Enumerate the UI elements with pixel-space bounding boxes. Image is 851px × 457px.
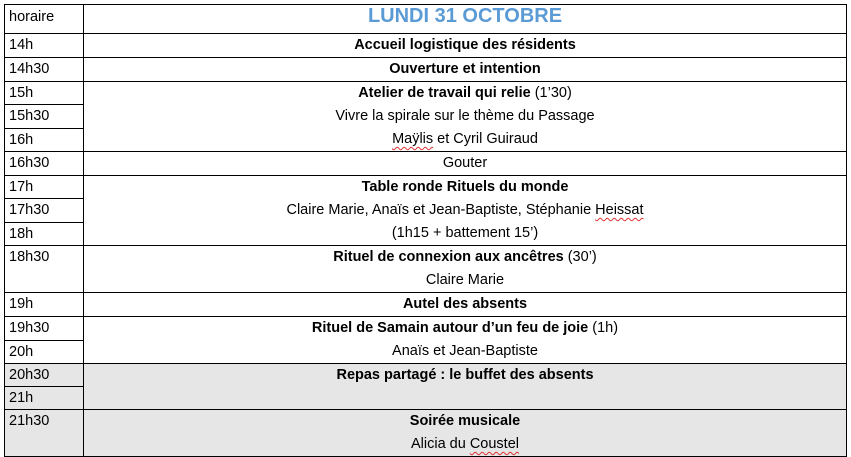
event-cell: Autel des absents [84,293,847,317]
time-cell: 20h [5,340,84,364]
event-title-line: Table ronde Rituels du monde [361,179,569,195]
header-row [5,5,847,34]
event-cell: Ouverture et intention [84,58,847,82]
event-cell: Gouter [84,152,847,176]
event-cell [84,317,847,364]
table-row [5,246,847,293]
event-title-line: Rituel de connexion aux ancêtres (30’) [333,249,597,265]
time-cell: 18h30 [5,246,84,293]
event-title-line: Soirée musicale [409,413,521,429]
event-line: Anaïs et Jean-Baptiste [392,343,538,359]
day-title-cell [84,5,847,34]
event-cell [84,410,847,457]
day-title: LUNDI 31 OCTOBRE [367,5,563,27]
event-title-line: Rituel de Samain autour d’un feu de joie (1h) [311,320,619,336]
time-cell: 18h [5,222,84,245]
event-cell [84,246,847,293]
event-line: Claire Marie [425,272,505,288]
event-line: (1h15 + battement 15’) [391,225,539,241]
event-cell [84,176,847,246]
time-cell: 20h30 [5,364,84,387]
event-line: Vivre la spirale sur le thème du Passage [335,108,595,124]
table-row [5,364,847,387]
time-cell: 15h [5,82,84,105]
schedule-table [4,4,847,457]
event-line: Alicia du Coustel [410,436,519,452]
table-row [5,410,847,457]
time-cell: 15h30 [5,105,84,128]
time-column-header: horaire [5,5,84,34]
time-cell: 21h30 [5,410,84,457]
event-cell: Accueil logistique des résidents [84,34,847,58]
table-row [5,152,847,176]
event-title-line: Atelier de travail qui relie (1’30) [358,85,572,101]
table-row [5,34,847,58]
time-cell: 14h [5,34,84,58]
time-cell: 14h30 [5,58,84,82]
table-row [5,293,847,317]
time-cell: 16h [5,128,84,151]
time-cell: 17h [5,176,84,199]
time-cell: 19h [5,293,84,317]
time-cell: 16h30 [5,152,84,176]
event-cell: Repas partagé : le buffet des absents [84,364,847,410]
event-cell [84,82,847,152]
table-row [5,58,847,82]
time-cell: 19h30 [5,317,84,341]
table-row [5,317,847,341]
time-cell: 21h [5,387,84,410]
event-line: Maÿlis et Cyril Guiraud [392,131,538,147]
time-cell: 17h30 [5,199,84,222]
table-row [5,176,847,199]
table-row [5,82,847,105]
event-line: Claire Marie, Anaïs et Jean-Baptiste, Stéphanie Heissat [286,202,644,218]
